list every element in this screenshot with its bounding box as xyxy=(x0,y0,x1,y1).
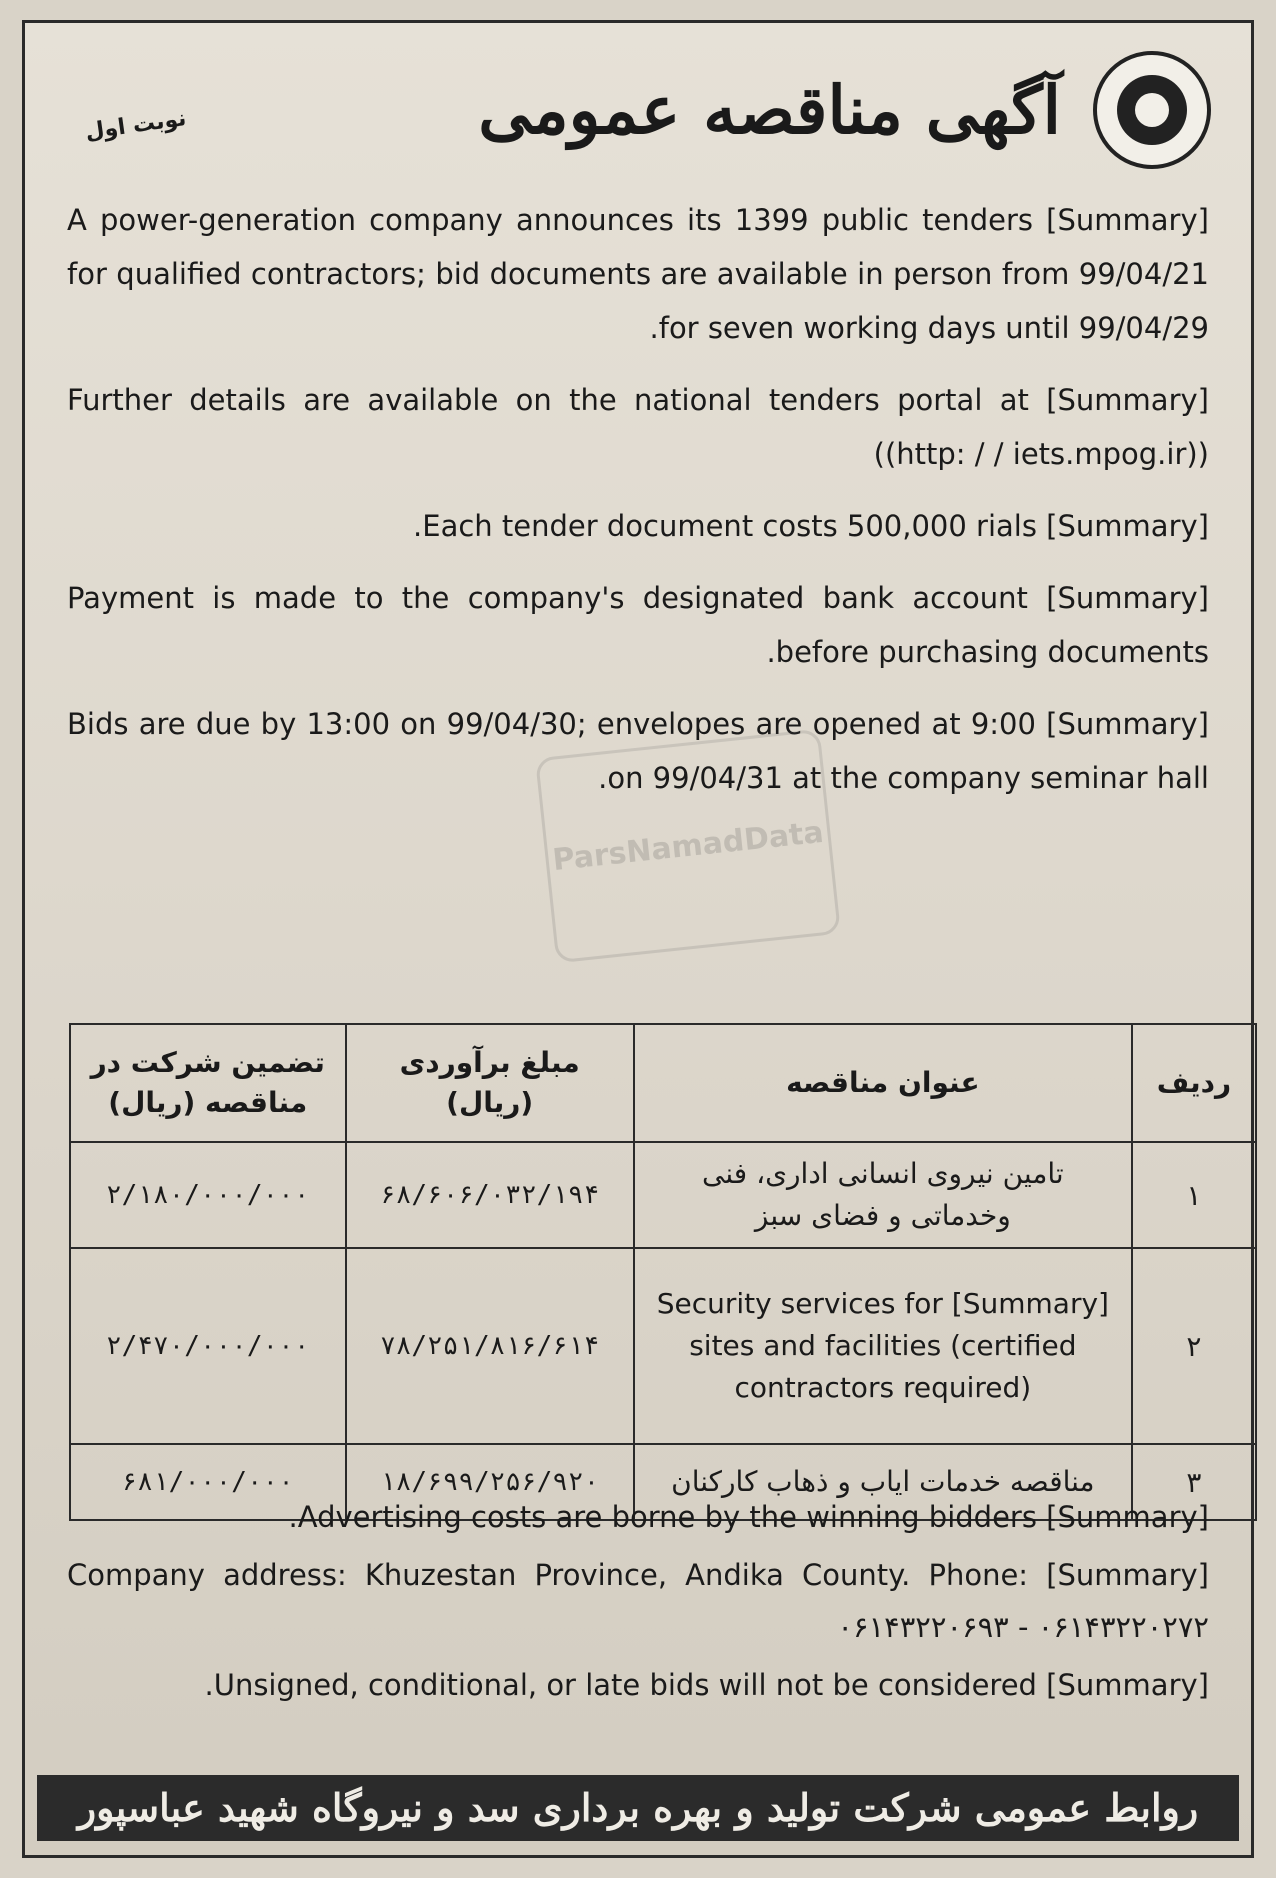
tender-estimate: ۶۸/۶۰۶/۰۳۲/۱۹۴ xyxy=(346,1142,634,1248)
document-fee-paragraph: [Summary] Each tender document costs 500,000 rials. xyxy=(413,509,1209,543)
address-note: [Summary] Company address: Khuzestan Province, Andika County. Phone: ۰۶۱۴۳۲۲۰۶۹۳ - ۰۶۱۴۳۲۲۰۲۷۲ xyxy=(67,1558,1209,1644)
advertising-cost-note: [Summary] Advertising costs are borne by the winning bidders. xyxy=(288,1500,1209,1534)
row-number: ۲ xyxy=(1132,1248,1256,1444)
table-row xyxy=(70,1142,1256,1248)
website-paragraph xyxy=(67,373,1209,481)
masthead xyxy=(25,23,1251,173)
notice-headline: آگهی مناقصه عمومی xyxy=(478,71,1061,149)
tender-estimate: ۱۸/۶۹۹/۲۵۶/۹۲۰ xyxy=(346,1444,634,1520)
invalid-bids-note: [Summary] Unsigned, conditional, or late bids will not be considered. xyxy=(204,1668,1209,1702)
row-number: ۱ xyxy=(1132,1142,1256,1248)
tender-guarantee: ۲/۴۷۰/۰۰۰/۰۰۰ xyxy=(70,1248,346,1444)
payment-paragraph: [Summary] Payment is made to the company's designated bank account before purchasing documents. xyxy=(67,581,1209,669)
edition-label: نوبت اول xyxy=(83,106,188,145)
tender-estimate: ۷۸/۲۵۱/۸۱۶/۶۱۴ xyxy=(346,1248,634,1444)
company-seal-icon xyxy=(1093,51,1211,169)
header-guarantee: تضمین شرکت در مناقصه (ریال) xyxy=(70,1024,346,1142)
tender-title: تامین نیروی انسانی اداری، فنی وخدماتی و فضای سبز xyxy=(634,1142,1132,1248)
table-header-row xyxy=(70,1024,1256,1142)
website-link[interactable]: ((http: / / iets.mpog.ir)) xyxy=(873,437,1209,471)
intro-paragraph: [Summary] A power-generation company announces its 1399 public tenders for qualified contractors; bid documents are available in person from 99/04/21 for seven working days until 99/04/29. xyxy=(67,203,1209,345)
header-tender-title: عنوان مناقصه xyxy=(634,1024,1132,1142)
notice-body xyxy=(67,193,1209,823)
deadline-paragraph: [Summary] Bids are due by 13:00 on 99/04/30; envelopes are opened at 9:00 on 99/04/31 at the company seminar hall. xyxy=(67,707,1209,795)
header-row-number: ردیف xyxy=(1132,1024,1256,1142)
table-row xyxy=(70,1248,1256,1444)
tender-title: مناقصه خدمات ایاب و ذهاب کارکنان xyxy=(634,1444,1132,1520)
tender-title: [Summary] Security services for sites and facilities (certified contractors required) xyxy=(634,1248,1132,1444)
tender-guarantee: ۲/۱۸۰/۰۰۰/۰۰۰ xyxy=(70,1142,346,1248)
tender-notice-sheet xyxy=(22,20,1254,1858)
website-text-pre: [Summary] Further details are available on the national tenders portal at xyxy=(67,383,1209,417)
tender-guarantee: ۶۸۱/۰۰۰/۰۰۰ xyxy=(70,1444,346,1520)
tender-table xyxy=(69,1023,1257,1521)
watermark-stamp: ParsNamadData xyxy=(535,729,841,964)
row-number: ۳ xyxy=(1132,1444,1256,1520)
notice-notes xyxy=(67,1491,1209,1717)
header-estimate: مبلغ برآوردی (ریال) xyxy=(346,1024,634,1142)
public-relations-footer: روابط عمومی شرکت تولید و بهره برداری سد و نیروگاه شهید عباسپور xyxy=(37,1775,1239,1841)
